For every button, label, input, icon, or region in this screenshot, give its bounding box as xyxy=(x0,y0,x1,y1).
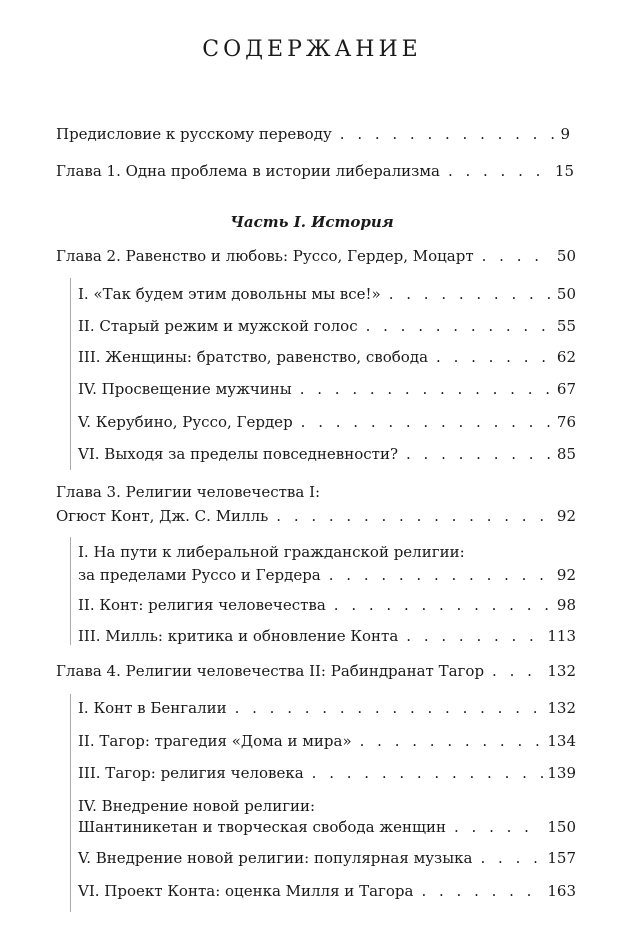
dot-leader xyxy=(389,285,553,304)
toc-entry-section[interactable] xyxy=(78,882,576,901)
toc-page-number: 163 xyxy=(547,882,576,900)
dot-leader xyxy=(235,699,544,718)
dot-leader xyxy=(334,596,553,615)
toc-page-number: 139 xyxy=(547,764,576,782)
dot-leader xyxy=(300,380,553,399)
toc-entry-section-line1[interactable]: I. На пути к либеральной гражданской религии: xyxy=(78,543,465,561)
toc-entry-section[interactable] xyxy=(78,413,576,432)
toc-page-number: 132 xyxy=(547,662,576,680)
toc-page-number: 157 xyxy=(547,849,576,867)
toc-entry-chapter-4[interactable] xyxy=(56,662,576,681)
dot-leader xyxy=(406,445,553,464)
section-divider-line xyxy=(70,537,71,645)
toc-entry-label: Глава 2. Равенство и любовь: Руссо, Гердер, Моцарт xyxy=(56,247,474,265)
toc-entry-section[interactable] xyxy=(78,818,576,837)
dot-leader xyxy=(301,413,553,432)
page-title: СОДЕРЖАНИЕ xyxy=(202,37,422,62)
toc-entry-label: за пределами Руссо и Гердера xyxy=(78,566,321,584)
dot-leader xyxy=(406,627,543,646)
dot-leader xyxy=(312,764,544,783)
dot-leader xyxy=(276,507,553,526)
toc-entry-section[interactable] xyxy=(78,566,576,585)
toc-entry-label: Глава 1. Одна проблема в истории либерализма xyxy=(56,162,440,180)
toc-page-number: 98 xyxy=(556,596,576,614)
toc-entry-preface[interactable] xyxy=(56,125,570,144)
dot-leader xyxy=(492,662,543,681)
toc-entry-chapter-3[interactable] xyxy=(56,507,576,526)
dot-leader xyxy=(454,818,543,837)
dot-leader xyxy=(329,566,553,585)
toc-page-number: 67 xyxy=(556,380,576,398)
toc-entry-label: II. Старый режим и мужской голос xyxy=(78,317,358,335)
toc-entry-section[interactable] xyxy=(78,348,576,367)
toc-entry-label: Огюст Конт, Дж. С. Милль xyxy=(56,507,269,525)
toc-entry-label: V. Внедрение новой религии: популярная музыка xyxy=(78,849,473,867)
toc-page-number: 50 xyxy=(556,285,576,303)
toc-entry-section[interactable] xyxy=(78,627,576,646)
toc-entry-section[interactable] xyxy=(78,596,576,615)
section-divider-line xyxy=(70,278,71,470)
toc-page-number: 150 xyxy=(547,818,576,836)
toc-page-number: 15 xyxy=(554,162,574,180)
toc-entry-label: Шантиникетан и творческая свобода женщин xyxy=(78,818,446,836)
toc-entry-section[interactable] xyxy=(78,285,576,304)
toc-entry-label: II. Тагор: трагедия «Дома и мира» xyxy=(78,732,352,750)
toc-entry-label: IV. Просвещение мужчины xyxy=(78,380,292,398)
toc-entry-section[interactable] xyxy=(78,445,576,464)
toc-entry-section[interactable] xyxy=(78,764,576,783)
toc-entry-section[interactable] xyxy=(78,699,576,718)
toc-entry-label: V. Керубино, Руссо, Гердер xyxy=(78,413,293,431)
toc-page-number: 92 xyxy=(556,566,576,584)
dot-leader xyxy=(340,125,557,144)
toc-entry-chapter-2[interactable] xyxy=(56,247,576,266)
toc-entry-label: VI. Выходя за пределы повседневности? xyxy=(78,445,399,463)
toc-entry-section[interactable] xyxy=(78,380,576,399)
toc-page-number: 132 xyxy=(547,699,576,717)
toc-page-number: 85 xyxy=(556,445,576,463)
toc-page-number: 113 xyxy=(547,627,576,645)
dot-leader xyxy=(421,882,543,901)
toc-entry-label: I. «Так будем этим довольны мы все!» xyxy=(78,285,381,303)
toc-entry-section[interactable] xyxy=(78,849,576,868)
dot-leader xyxy=(481,849,544,868)
toc-page-number: 9 xyxy=(560,125,570,143)
dot-leader xyxy=(448,162,551,181)
toc-entry-label: III. Женщины: братство, равенство, свобода xyxy=(78,348,429,366)
dot-leader xyxy=(360,732,544,751)
toc-entry-label: III. Милль: критика и обновление Конта xyxy=(78,627,399,645)
toc-entry-section[interactable] xyxy=(78,732,576,751)
toc-page-number: 55 xyxy=(556,317,576,335)
dot-leader xyxy=(366,317,553,336)
toc-page-number: 92 xyxy=(556,507,576,525)
toc-page-number: 134 xyxy=(547,732,576,750)
toc-entry-section[interactable] xyxy=(78,317,576,336)
toc-entry-chapter-3-line1[interactable]: Глава 3. Религии человечества I: xyxy=(56,483,321,501)
toc-entry-label: III. Тагор: религия человека xyxy=(78,764,304,782)
dot-leader xyxy=(482,247,553,266)
section-divider-line xyxy=(70,694,71,912)
dot-leader xyxy=(436,348,553,367)
toc-page-number: 62 xyxy=(556,348,576,366)
toc-entry-label: Глава 4. Религии человечества II: Рабиндранат Тагор xyxy=(56,662,485,680)
toc-entry-section-line1[interactable]: IV. Внедрение новой религии: xyxy=(78,797,316,815)
toc-entry-chapter-1[interactable] xyxy=(56,162,574,181)
toc-entry-label: VI. Проект Конта: оценка Милля и Тагора xyxy=(78,882,414,900)
toc-page-number: 50 xyxy=(556,247,576,265)
toc-entry-label: II. Конт: религия человечества xyxy=(78,596,326,614)
toc-entry-label: I. Конт в Бенгалии xyxy=(78,699,227,717)
part-heading: Часть I. История xyxy=(230,213,394,231)
toc-page-number: 76 xyxy=(556,413,576,431)
toc-entry-label: Предисловие к русскому переводу xyxy=(56,125,332,143)
